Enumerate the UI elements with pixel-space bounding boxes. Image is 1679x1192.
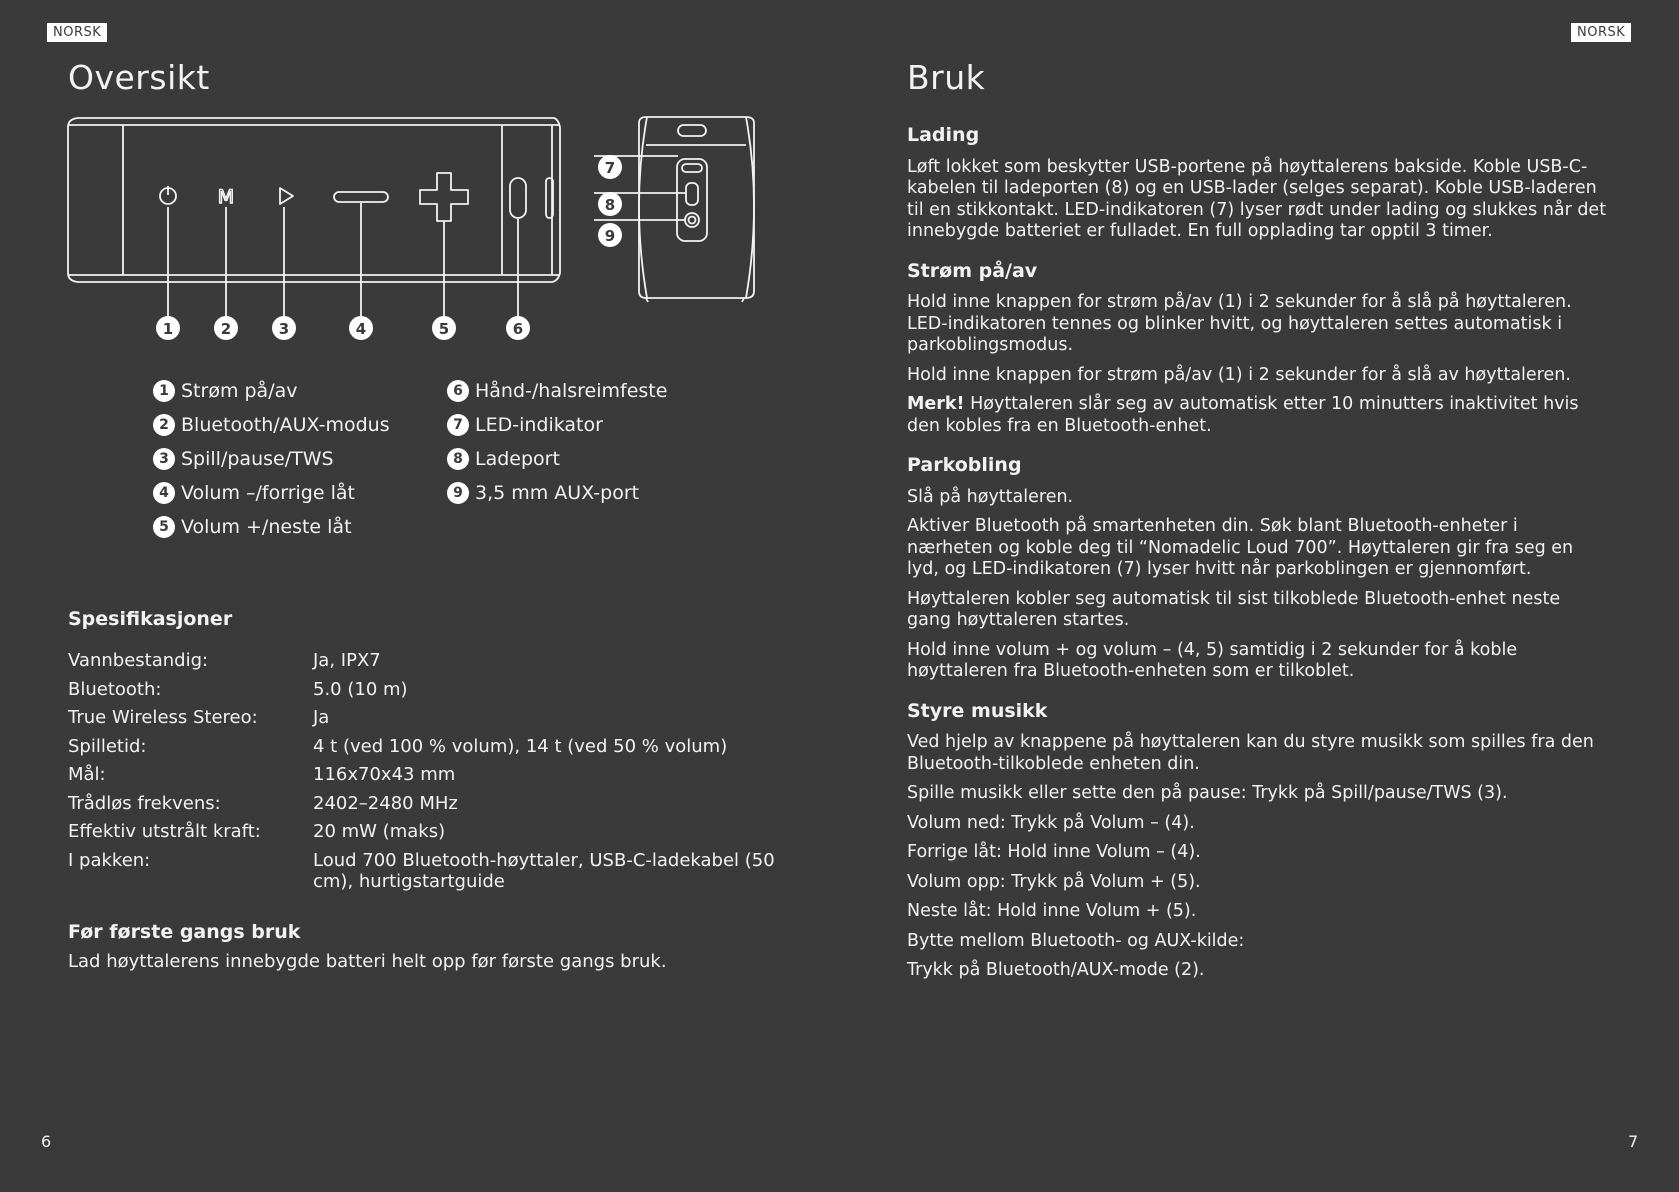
spec-row: Vannbestandig: Ja, IPX7 <box>68 650 381 671</box>
section-power <box>907 261 1607 438</box>
spec-row: Trådløs frekvens: 2402–2480 MHz <box>68 792 458 814</box>
note-text: Høyttaleren slår seg av automatisk etter 10 minutters inaktivitet hvis den kobles fra en Bluetooth-enhet. <box>907 394 1579 436</box>
section-heading: Strøm på/av <box>907 259 1038 282</box>
spec-row: Effektiv utstrålt kraft: 20 mW (maks) <box>68 821 446 842</box>
page-number: 6 <box>41 1132 52 1151</box>
page-title: Oversikt <box>68 58 210 97</box>
spec-row: Bluetooth: 5.0 (10 m) <box>68 678 408 700</box>
svg-text:7: 7 <box>604 159 616 177</box>
volume-plus-button <box>420 173 468 221</box>
callout-5 <box>432 316 456 340</box>
spec-row: Mål: 116x70x43 mm <box>68 764 456 785</box>
language-badge: NORSK <box>47 23 107 42</box>
legend-item: 4 Volum –/forrige låt <box>153 482 355 504</box>
svg-text:6: 6 <box>512 320 524 338</box>
section-heading: Styre musikk <box>907 699 1048 722</box>
callout-8 <box>598 192 622 216</box>
note-label: Merk! <box>907 394 965 414</box>
legend-item: 7 LED-indikator <box>447 414 603 436</box>
legend-item: 1 Strøm på/av <box>153 380 298 402</box>
callout-2 <box>214 316 238 340</box>
svg-text:8: 8 <box>604 196 616 214</box>
paragraph: Spille musikk eller sette den på pause: Trykk på Spill/pause/TWS (3). <box>907 783 1508 803</box>
legend-item: 9 3,5 mm AUX-port <box>447 482 639 504</box>
paragraph: Løft lokket som beskytter USB-portene på høyttalerens bakside. Koble USB-C-kabelen til ladeporten (8) og en USB-lader (selges separat). Koble USB-laderen til en stikkontakt. LED-indikatoren (7) lyser rødt under lading og slukkes når det innebygde batteriet er fulladet. En full opplading tar opptil 3 timer. <box>907 156 1607 241</box>
left-page <box>0 0 838 1192</box>
mode-button-letter: M <box>217 186 235 208</box>
legend-item: 6 Hånd-/halsreimfeste <box>447 380 667 402</box>
callout-9 <box>598 223 622 247</box>
paragraph: Ved hjelp av knappene på høyttaleren kan du styre musikk som spilles fra den Bluetooth-tilkoblede enheten din. <box>907 732 1594 774</box>
spec-row: Spilletid: 4 t (ved 100 % volum), 14 t (ved 50 % volum) <box>68 735 728 757</box>
legend-item: 8 Ladeport <box>447 448 560 470</box>
paragraph: Hold inne knappen for strøm på/av (1) i 2 sekunder for å slå på høyttaleren. LED-indikatoren tennes og blinker hvitt, og høyttaleren settes automatisk i parkoblingsmodus. <box>907 292 1572 355</box>
paragraph: Neste låt: Hold inne Volum + (5). <box>907 901 1197 921</box>
paragraph: Hold inne knappen for strøm på/av (1) i 2 sekunder for å slå av høyttaleren. <box>907 364 1571 385</box>
legend-item: 5 Volum +/neste låt <box>153 516 352 538</box>
paragraph: Volum ned: Trykk på Volum – (4). <box>907 812 1195 833</box>
paragraph: Hold inne volum + og volum – (4, 5) samtidig i 2 sekunder for å koble høyttaleren fra Bluetooth-enheten som er tilkoblet. <box>907 639 1518 681</box>
svg-text:3: 3 <box>278 320 290 338</box>
paragraph: Aktiver Bluetooth på smartenheten din. Søk blant Bluetooth-enheter i nærheten og koble deg til “Nomadelic Loud 700”. Høyttaleren gir fra seg en lyd, og LED-indikatoren (7) lyser hvitt når parkoblingen er gjennomført. <box>907 516 1574 579</box>
spec-row: I pakken: Loud 700 Bluetooth-høyttaler, USB-C-ladekabel (50 cm), hurtigstartguide <box>68 849 775 892</box>
legend-item: 2 Bluetooth/AUX-modus <box>153 414 390 436</box>
first-use-heading: Før første gangs bruk <box>68 921 301 943</box>
strap-mount <box>510 178 526 218</box>
specs-table <box>68 650 783 893</box>
callout-6 <box>506 316 530 340</box>
language-badge: NORSK <box>1571 23 1631 42</box>
paragraph: Bytte mellom Bluetooth- og AUX-kilde: <box>907 930 1245 951</box>
callout-3 <box>272 316 296 340</box>
paragraph: Høyttaleren kobler seg automatisk til sist tilkoblede Bluetooth-enhet neste gang høyttaleren startes. <box>907 588 1561 630</box>
callout-7 <box>598 155 622 179</box>
first-use-text: Lad høyttalerens innebygde batteri helt opp før første gangs bruk. <box>68 951 667 972</box>
speaker-diagram <box>66 115 776 355</box>
power-icon <box>160 186 176 204</box>
svg-text:4: 4 <box>355 320 367 338</box>
play-icon <box>280 188 293 204</box>
legend-item: 3 Spill/pause/TWS <box>153 448 334 470</box>
section-pairing <box>907 455 1607 683</box>
svg-text:9: 9 <box>604 227 616 245</box>
speaker-front-outline <box>68 118 560 282</box>
svg-text:1: 1 <box>162 320 174 338</box>
spec-row: True Wireless Stereo: Ja <box>68 707 330 728</box>
svg-text:2: 2 <box>220 320 232 338</box>
paragraph: Volum opp: Trykk på Volum + (5). <box>907 871 1201 892</box>
callout-1 <box>156 316 180 340</box>
volume-minus-button <box>334 192 388 202</box>
right-page <box>838 0 1679 1192</box>
paragraph: Slå på høyttaleren. <box>907 486 1074 507</box>
page-number: 7 <box>1628 1132 1639 1151</box>
section-heading: Parkobling <box>907 454 1022 476</box>
svg-text:5: 5 <box>438 320 450 338</box>
section-heading: Lading <box>907 124 980 146</box>
callout-4 <box>349 316 373 340</box>
paragraph: Trykk på Bluetooth/AUX-mode (2). <box>907 960 1205 980</box>
section-music <box>907 701 1607 982</box>
paragraph: Forrige låt: Hold inne Volum – (4). <box>907 842 1201 862</box>
usage-content <box>907 125 1607 1000</box>
section-lading <box>907 125 1607 243</box>
page-title: Bruk <box>907 58 986 97</box>
specs-heading: Spesifikasjoner <box>68 608 233 630</box>
note <box>907 394 1607 437</box>
